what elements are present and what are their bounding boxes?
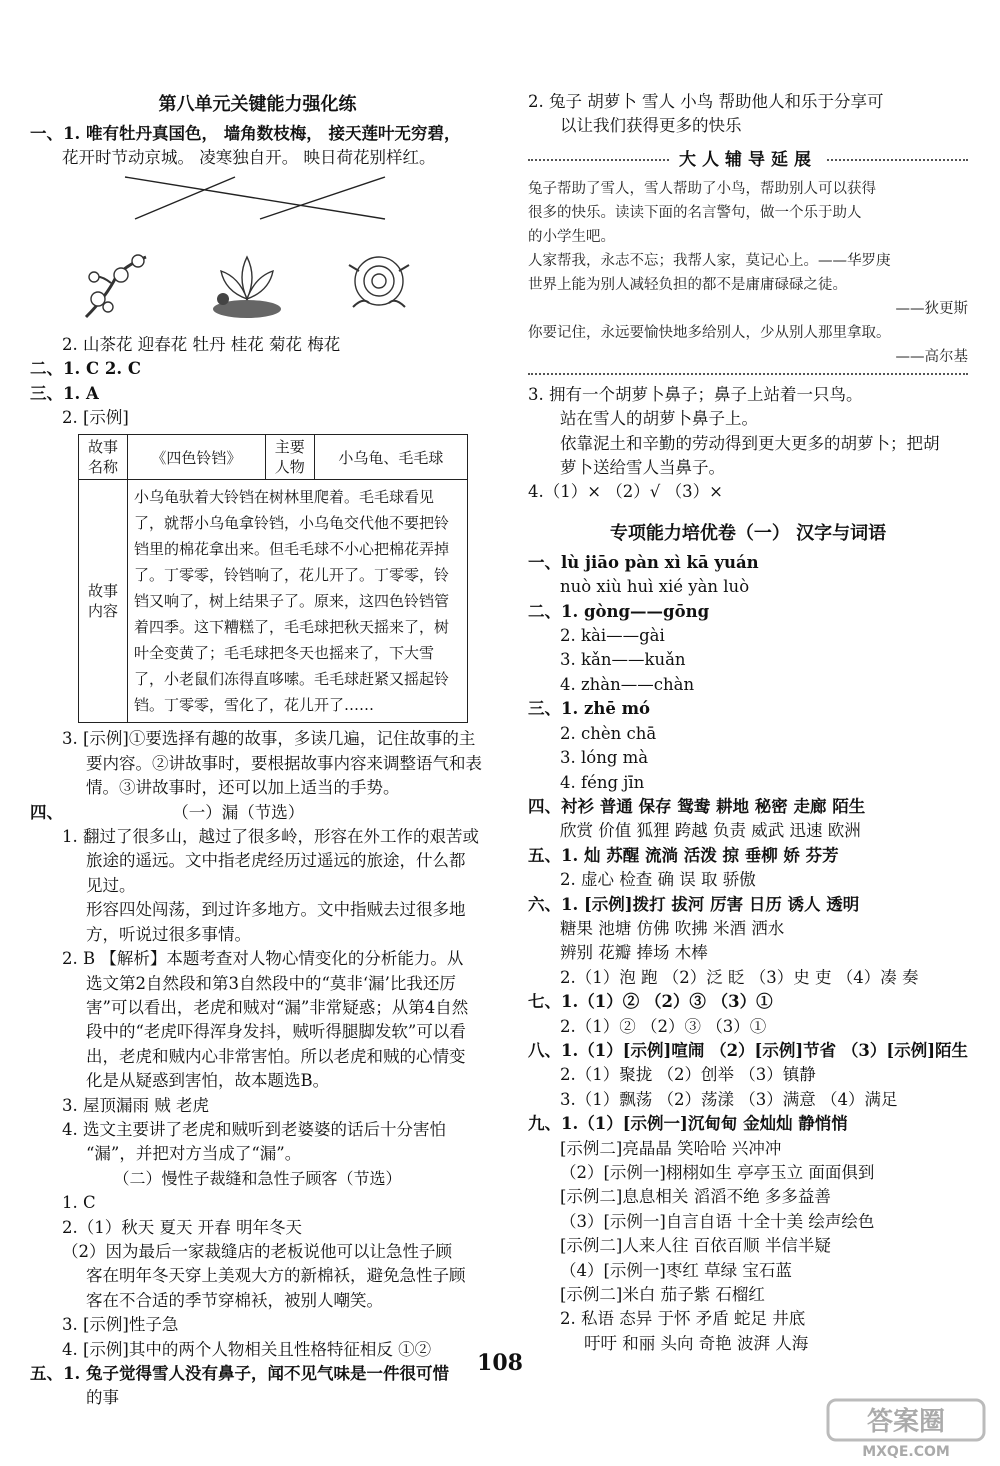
answer-line: 段中的“老虎吓得浑身发抖，贼听得腿脚发软”可以看 <box>86 1022 466 1042</box>
answer-line: 2. [示例] <box>62 408 129 428</box>
table-header: 故事内容 <box>79 480 128 723</box>
answer-line: 2.（1）秋天 夏天 开春 明年冬天 <box>62 1217 302 1237</box>
flower-pictures <box>50 247 445 327</box>
answer-line: 3. lóng mà <box>560 748 649 768</box>
table-header: 故事名称 <box>79 435 128 480</box>
answer-line: 选文第2自然段和第3自然段中的“莫非‘漏’比我还厉 <box>86 973 456 993</box>
answer-line: 2. 虚心 检查 确 误 取 骄傲 <box>560 870 756 890</box>
left-column <box>30 90 485 1411</box>
lotus-icon <box>207 247 287 323</box>
answer-line: 欣赏 价值 狐狸 跨越 负责 威武 迅速 欧洲 <box>560 821 861 841</box>
answer-line: 2. 兔子 胡萝卜 雪人 小鸟 帮助他人和乐于分享可 <box>528 92 884 111</box>
answer-line: 见过。 <box>86 875 136 895</box>
right-column <box>528 90 968 1356</box>
answer-line: 九、1.（1）[示例一]沉甸甸 金灿灿 静悄悄 <box>528 1114 848 1134</box>
story-table <box>78 434 468 723</box>
answer-line: 3. [示例]性子急 <box>62 1315 179 1335</box>
answer-line: 形容四处闯荡，到过许多地方。文中指贼去过很多地 <box>86 900 466 920</box>
answer-line: 4. [示例]其中的两个人物相关且性格特征相反 ①② <box>62 1339 432 1359</box>
answer-line: [示例二]人来人往 百依百顺 半信半疑 <box>560 1236 831 1256</box>
plum-blossom-icon <box>76 247 156 323</box>
answer-line: 花开时节动京城。 凌寒独自开。 映日荷花别样红。 <box>62 148 436 168</box>
section-number: 四、 <box>30 802 63 822</box>
answer-line: 方，听说过很多事情。 <box>86 924 251 944</box>
answer-line: 2. 山茶花 迎春花 牡丹 桂花 菊花 梅花 <box>62 334 341 354</box>
answer-line: 七、1.（1）② （2）③ （3）① <box>528 992 773 1012</box>
answer-line: 糖果 池塘 仿佛 吹拂 米酒 洒水 <box>560 918 785 938</box>
answer-line: （2）[示例一]栩栩如生 亭亭玉立 面面俱到 <box>560 1163 875 1182</box>
table-cell: 小乌龟驮着大铃铛在树林里爬着。毛毛球看见了，就帮小乌龟拿铃铛，小乌龟交代他不要把铃铛里的棉花拿出来。但毛毛球不小心把棉花弄掉了。丁零零，铃铛响了，花儿开了。丁零零，铃铛又响了，树上结果子了。原来，这四色铃铛管着四季。这下糟糕了，毛毛球把秋天摇来了，树叶全变黄了；毛毛球把冬天也摇来了，下大雪了，小老鼠们冻得直哆嗦。毛毛球赶紧又摇起铃铛。丁零零，雪化了，花儿开了…… <box>128 480 468 723</box>
table-cell: 《四色铃铛》 <box>128 435 266 480</box>
answer-line: 2. chèn chā <box>560 723 657 743</box>
answer-line: 客在明年冬天穿上美观大方的新棉袄，避免急性子顾 <box>86 1266 466 1286</box>
answer-line: [示例二]米白 茄子紫 石榴红 <box>560 1285 765 1305</box>
passage-title: （一）漏（节选） <box>172 802 305 822</box>
answer-line: 害”可以看出，老虎和贼对“漏”非常疑惑；从第4自然 <box>86 997 469 1017</box>
answer-line: 八、1.（1）[示例]喧闹 （2）[示例]节省 （3）[示例]陌生 <box>528 1040 968 1060</box>
answer-line: nuò xiù huì xié yàn luò <box>560 577 750 597</box>
answer-line: 吁吁 和丽 头向 奇艳 波湃 人海 <box>584 1333 809 1353</box>
passage-title: （二）慢性子裁缝和急性子顾客（节选） <box>113 1168 402 1188</box>
svg-text:MXQE.COM: MXQE.COM <box>862 1444 950 1460</box>
guide-line: 兔子帮助了雪人，雪人帮助了小鸟，帮助别人可以获得 <box>528 180 876 197</box>
answer-line: 1. C <box>62 1193 96 1213</box>
answer-line: 2. kài——gài <box>560 626 665 646</box>
answer-line: 3. 屋顶漏雨 贼 老虎 <box>62 1095 209 1115</box>
parent-guide-box <box>528 177 968 369</box>
answer-line: 四、衬衫 普通 保存 鸳鸯 耕地 秘密 走廊 陌生 <box>528 796 866 816</box>
answer-line: 出，老虎和贼内心非常害怕。所以老虎和贼的心情变 <box>86 1046 466 1066</box>
section-title: 专项能力培优卷（一） 汉字与词语 <box>609 522 887 544</box>
answer-line: （4）[示例一]枣红 草绿 宝石蓝 <box>560 1260 792 1280</box>
answer-line: 要内容。②讲故事时，要根据故事内容来调整语气和表 <box>86 753 482 773</box>
peony-icon <box>339 247 419 323</box>
answer-line: 客在不合适的季节穿棉袄，被别人嘲笑。 <box>86 1290 383 1310</box>
answer-line: 的事 <box>86 1388 119 1408</box>
answer-line: 1. 翻过了很多山，越过了很多岭，形容在外工作的艰苦或 <box>62 827 479 847</box>
answer-line: 五、1. 灿 苏醒 流淌 活泼 掠 垂柳 娇 芬芳 <box>528 845 839 865</box>
answer-line: 旅途的遥远。文中指老虎经历过遥远的旅途，什么都 <box>86 851 466 871</box>
answer-line: [示例二]息息相关 滔滔不绝 多多益善 <box>560 1187 831 1207</box>
answer-line: 五、1. 兔子觉得雪人没有鼻子，闻不见气味是一件很可惜 <box>30 1364 449 1383</box>
answer-line: “漏”，并把对方当成了“漏”。 <box>86 1144 302 1164</box>
answer-line: [示例二]亮晶晶 笑哈哈 兴冲冲 <box>560 1138 782 1158</box>
page-number: 108 <box>477 1350 523 1376</box>
watermark-logo <box>826 1398 986 1460</box>
answer-line: 六、1. [示例]拨打 拔河 厉害 日历 诱人 透明 <box>528 894 860 914</box>
quote-line: 世界上能为别人减轻负担的都不是庸庸碌碌之徒。 <box>528 276 847 293</box>
parent-guide-title: 大人辅导延展 <box>669 145 827 170</box>
answer-line: 情。③讲故事时，还可以加上适当的手势。 <box>86 778 400 798</box>
answer-line: 依靠泥土和辛勤的劳动得到更大更多的胡萝卜；把胡 <box>560 433 940 453</box>
matching-lines <box>30 173 485 243</box>
parent-guide-header <box>528 145 968 175</box>
answer-line: 4. 选文主要讲了老虎和贼听到老婆婆的话后十分害怕 <box>62 1119 446 1139</box>
answer-line: 3. 拥有一个胡萝卜鼻子；鼻子上站着一只鸟。 <box>528 384 863 404</box>
answer-line: 一、1. 唯有牡丹真国色， 墙角数枝梅， 接天莲叶无穷碧， <box>30 124 461 143</box>
guide-line: 的小学生吧。 <box>528 228 615 245</box>
answer-line: 站在雪人的胡萝卜鼻子上。 <box>560 409 758 429</box>
answer-line: 4. féng jīn <box>560 772 645 792</box>
answer-line: （3）[示例一]自言自语 十全十美 绘声绘色 <box>560 1211 875 1231</box>
answer-line: 2.（1）② （2）③ （3）① <box>560 1016 767 1036</box>
answer-line: 3.（1）飘荡 （2）荡漾 （3）满意 （4）满足 <box>560 1089 898 1109</box>
answer-line: （2）因为最后一家裁缝店的老板说他可以让急性子顾 <box>62 1241 452 1261</box>
quote-author: ——狄更斯 <box>895 300 968 317</box>
answer-line: 2. B 【解析】本题考查对人物心情变化的分析能力。从 <box>62 949 464 969</box>
table-header: 主要人物 <box>265 435 314 480</box>
quote-author: ——高尔基 <box>895 348 968 365</box>
answer-line: 三、1. A <box>30 383 99 403</box>
answer-line: 三、1. zhē mó <box>528 699 651 719</box>
matching-lines-drawing <box>30 173 485 243</box>
answer-line: 3. [示例]①要选择有趣的故事，多读几遍，记住故事的主 <box>62 729 476 749</box>
answer-line: 辨别 花瓣 捧场 木棒 <box>560 943 708 963</box>
answer-line: 二、1. gòng——gōng <box>528 601 710 621</box>
answer-line <box>30 801 485 825</box>
answer-line: 二、1. C 2. C <box>30 359 141 379</box>
answer-line: 3. kǎn——kuǎn <box>560 650 686 670</box>
answer-line: 化是从疑惑到害怕，故本题选B。 <box>86 1071 330 1091</box>
answer-line: 4. zhàn——chàn <box>560 674 695 694</box>
answer-line: 2.（1）聚拢 （2）创举 （3）镇静 <box>560 1065 816 1085</box>
answer-line: 2.（1）泡 跑 （2）泛 眨 （3）史 吏 （4）凑 奏 <box>560 967 919 987</box>
section-title: 第八单元关键能力强化练 <box>158 94 357 115</box>
answer-line: 一、lù jiāo pàn xì kā yuán <box>528 552 759 572</box>
table-cell: 小乌龟、毛毛球 <box>314 435 467 480</box>
quote-line: 人家帮我，永志不忘；我帮人家，莫记心上。——华罗庚 <box>528 252 891 269</box>
answer-line: 2. 私语 态异 于怀 矛盾 蛇足 井底 <box>560 1309 806 1329</box>
quote-line: 你要记住，永远要愉快地多给别人，少从别人那里拿取。 <box>528 324 891 341</box>
svg-text:答案圈: 答案圈 <box>866 1407 946 1437</box>
guide-line: 很多的快乐。读读下面的名言警句，做一个乐于助人 <box>528 204 862 221</box>
answer-line: 萝卜送给雪人当鼻子。 <box>560 458 725 478</box>
answer-line: 以让我们获得更多的快乐 <box>560 116 742 136</box>
dotted-rule <box>528 373 968 375</box>
answer-line: 4.（1）× （2）√ （3）× <box>528 482 723 502</box>
